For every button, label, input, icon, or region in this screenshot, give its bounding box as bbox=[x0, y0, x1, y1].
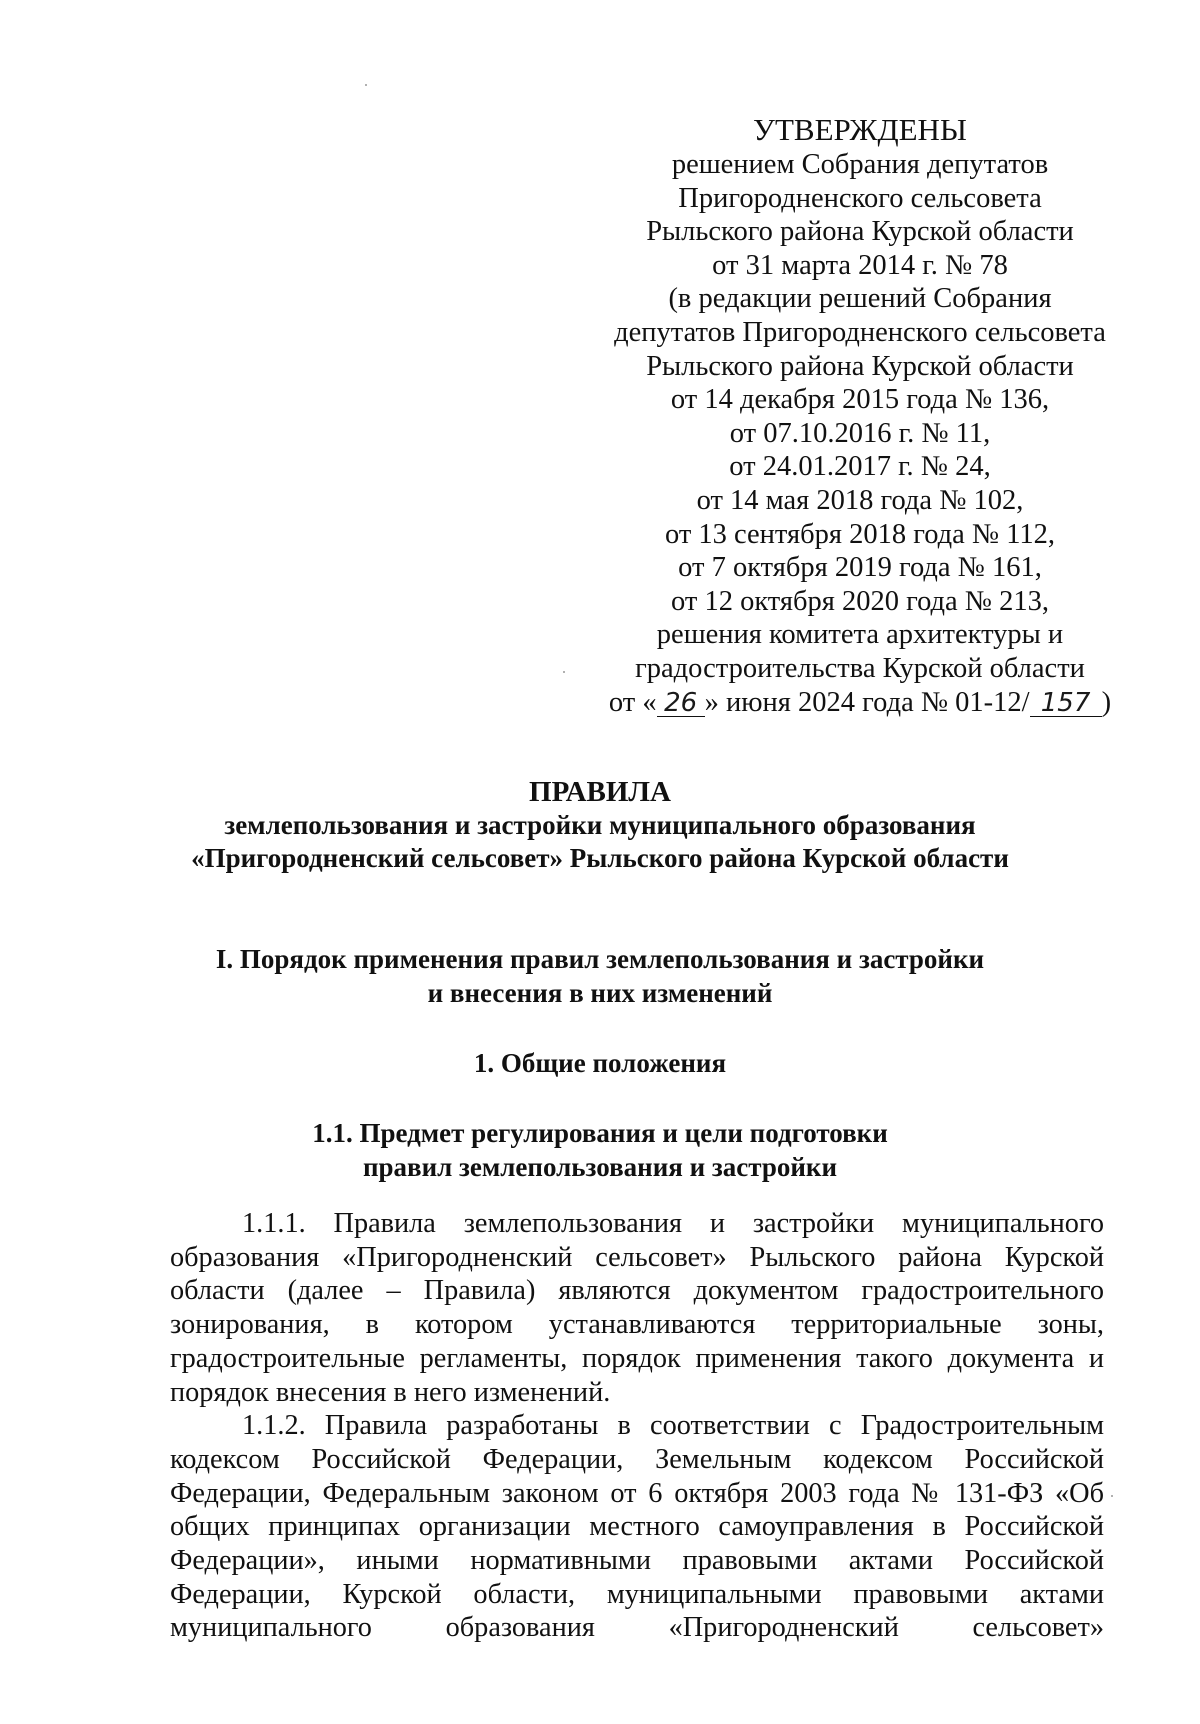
handwritten-day: 26 bbox=[657, 690, 705, 717]
paragraph: 1.1.1. Правила землепользования и застройки муниципального образования «Пригородненский сельсовет» Рыльского района Курской области (далее – Правила) являются документом градостроительного зонирования, в котором устанавливаются территориальные зоны, градостроительные регламенты, порядок применения такого документа и порядок внесения в него изменений. bbox=[170, 1208, 1104, 1408]
approval-last-suffix: ) bbox=[1101, 686, 1112, 718]
approval-line: Рыльского района Курской области bbox=[646, 350, 1074, 382]
approval-line: от 13 сентября 2018 года № 112, bbox=[664, 518, 1056, 550]
approval-line: градостроительства Курской области bbox=[635, 652, 1085, 684]
scan-speck bbox=[563, 671, 565, 673]
approval-last-middle: » июня 2024 года № 01-12/ bbox=[704, 686, 1030, 718]
paragraph: 1.1.2. Правила разработаны в соответствии с Градостроительным кодексом Российской Федерации, Земельным кодексом Российской Федерации, Федеральным законом от 6 октября 2003 года № 131-ФЗ «Об общих принципах организации местного самоуправления в Российской Федерации», иными нормативными правовыми актами Российской Федерации, Курской области, муниципальными правовыми актами муниципального образования «Пригородненский сельсовет» bbox=[170, 1410, 1104, 1644]
section-heading bbox=[60, 942, 1140, 1010]
approval-line: депутатов Пригородненского сельсовета bbox=[614, 316, 1106, 348]
approval-line: от 7 октября 2019 года № 161, bbox=[678, 552, 1042, 584]
handwritten-number: 157 bbox=[1030, 690, 1102, 717]
subsection-heading-line-1: 1.1. Предмет регулирования и цели подготовки bbox=[312, 1118, 888, 1148]
approval-block bbox=[580, 112, 1140, 719]
subsection-heading-line-2: правил землепользования и застройки bbox=[362, 1152, 838, 1182]
approval-last-line bbox=[580, 686, 1140, 720]
approval-line: от 31 марта 2014 г. № 78 bbox=[712, 249, 1008, 281]
approval-heading: УТВЕРЖДЕНЫ bbox=[753, 112, 967, 147]
section-heading-line-1: I. Порядок применения правил землепользования и застройки bbox=[215, 944, 985, 974]
title-line-1: землепользования и застройки муниципального образования bbox=[224, 810, 976, 840]
approval-line: Рыльского района Курской области bbox=[646, 216, 1074, 248]
approval-line: от 12 октября 2020 года № 213, bbox=[671, 585, 1049, 617]
approval-line: решением Собрания депутатов bbox=[671, 149, 1049, 180]
scan-speck bbox=[1111, 1495, 1113, 1497]
approval-last-prefix: от « bbox=[608, 686, 657, 718]
title-main: ПРАВИЛА bbox=[529, 776, 671, 808]
section-heading-line-2: и внесения в них изменений bbox=[427, 978, 773, 1008]
approval-line: решения комитета архитектуры и bbox=[656, 619, 1064, 651]
approval-line: от 14 декабря 2015 года № 136, bbox=[670, 384, 1050, 416]
approval-line: от 24.01.2017 г. № 24, bbox=[729, 451, 991, 483]
approval-line: (в редакции решений Собрания bbox=[668, 283, 1052, 315]
scan-speck bbox=[365, 84, 367, 86]
approval-line: от 07.10.2016 г. № 11, bbox=[729, 417, 991, 449]
subsection-heading bbox=[60, 1116, 1140, 1184]
body-text bbox=[170, 1207, 1104, 1645]
approval-line: Пригородненского сельсовета bbox=[678, 182, 1042, 214]
approval-line: от 14 мая 2018 года № 102, bbox=[696, 484, 1024, 516]
document-title bbox=[60, 775, 1140, 875]
title-line-2: «Пригородненский сельсовет» Рыльского района Курской области bbox=[191, 843, 1009, 873]
chapter-heading bbox=[60, 1046, 1140, 1080]
chapter-title: 1. Общие положения bbox=[473, 1048, 727, 1078]
